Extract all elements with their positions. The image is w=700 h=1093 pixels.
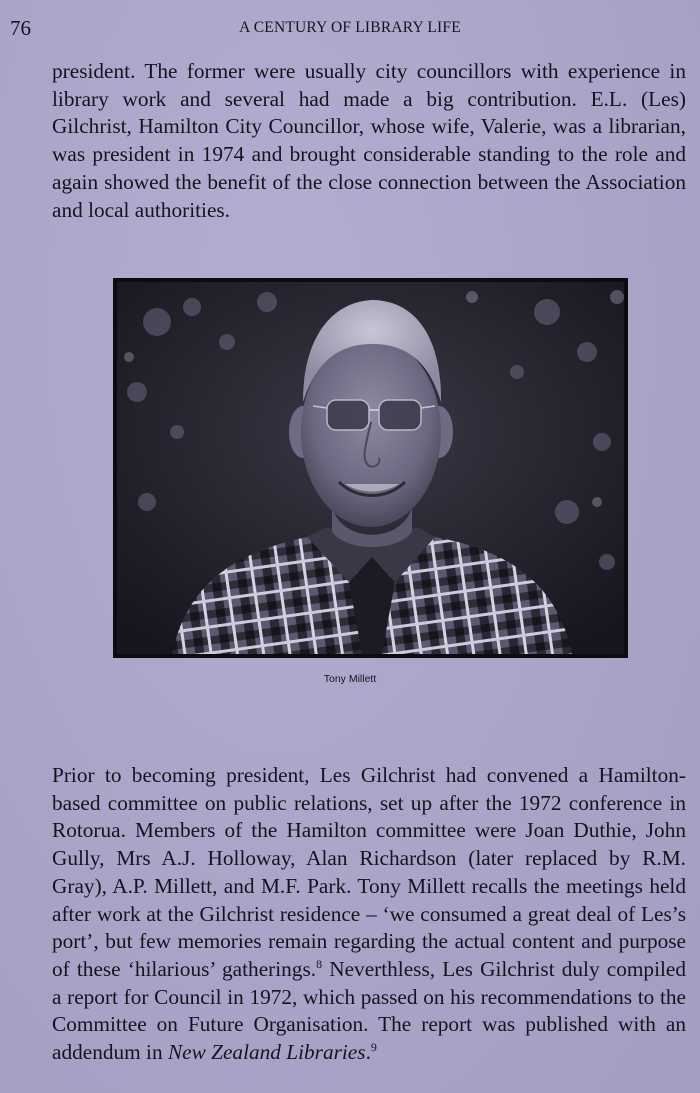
running-title: A CENTURY OF LIBRARY LIFE: [239, 19, 461, 36]
paragraph-2-text-a: Prior to becoming president, Les Gilchrist had convened a Hamilton-based committee on public relations, set up after the 1972 conference in Rotorua. Members of the Hamilton committee were Joan Duthie, John Gully, Mrs A.J. Holloway, Alan Richardson (later replaced by R.M. Gray), A.P. Millett, and M.F. Park. Tony Millett recalls the meetings held after work at the Gilchrist residence – ‘we consumed a great deal of Les’s port’, but few memories remain regarding the actual content and purpose of these ‘hilarious’ gatherings.: [52, 763, 686, 981]
body-paragraph-2: [52, 762, 686, 1067]
footnote-ref-8[interactable]: 8: [316, 956, 323, 971]
body-paragraph-1: president. The former were usually city councillors with experience in library work and several had made a big contribution. E.L. (Les) Gilchrist, Hamilton City Councillor, whose wife, Valerie, was a librarian, was president in 1974 and brought considerable standing to the role and again showed the benefit of the close connection between the Association and local authorities.: [52, 59, 686, 222]
paragraph-2-text-b: Neverthless, Les Gilchrist duly compiled a report for Council in 1972, which passed on his recommendations to the Committee on Future Organisation. The report was published with an addendum in: [52, 956, 687, 1065]
footnote-ref-9[interactable]: 9: [370, 1039, 377, 1054]
photo-caption: Tony Millett: [323, 673, 377, 685]
portrait-photo: [113, 278, 628, 658]
portrait-image: [117, 282, 624, 654]
journal-title: New Zealand Libraries: [167, 1040, 366, 1065]
page-number: 76: [10, 16, 31, 40]
paragraph-2-text-end: .: [365, 1040, 371, 1065]
